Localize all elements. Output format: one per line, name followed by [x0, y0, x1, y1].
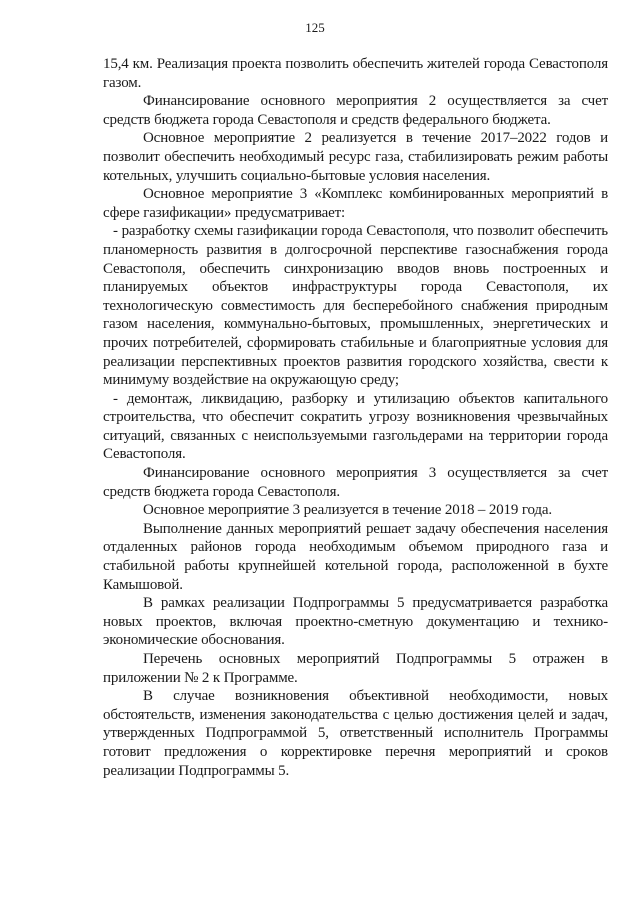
document-body: [103, 55, 608, 780]
paragraph: Основное мероприятие 3 «Комплекс комбинированных мероприятий в сфере газификации» предусматривает:: [103, 186, 608, 221]
paragraph: Основное мероприятие 3 реализуется в течение 2018 – 2019 года.: [143, 502, 552, 519]
paragraph: Выполнение данных мероприятий решает задачу обеспечения населения отдаленных районов города необходимым объемом природного газа и стабильной работы крупнейшей котельной города, расположенной в бухте Камышовой.: [103, 520, 608, 593]
paragraph: Перечень основных мероприятий Подпрограммы 5 отражен в приложении № 2 к Программе.: [103, 651, 608, 686]
page-number: 125: [305, 20, 325, 35]
paragraph: Финансирование основного мероприятия 3 осуществляется за счет средств бюджета города Севастополя.: [103, 465, 608, 500]
paragraph: В случае возникновения объективной необходимости, новых обстоятельств, изменения законодательства с целью достижения целей и задач, утвержденных Подпрограммой 5, ответственный исполнитель Программы готовит предложения о корректировке перечня мероприятий и сроков реализации Подпрограммы 5.: [103, 688, 608, 779]
paragraph: Основное мероприятие 2 реализуется в течение 2017–2022 годов и позволит обеспечить необходимый ресурс газа, стабилизировать режим работы котельных, улучшить социально-бытовые условия населения.: [103, 130, 608, 184]
paragraph: В рамках реализации Подпрограммы 5 предусматривается разработка новых проектов, включая проектно-сметную документацию и технико-экономические обоснования.: [103, 595, 608, 649]
paragraph: 15,4 км. Реализация проекта позволить обеспечить жителей города Севастополя газом.: [103, 56, 608, 91]
list-item: - демонтаж, ликвидацию, разборку и утилизацию объектов капитального строительства, что обеспечит сократить угрозу возникновения чрезвычайных ситуаций, связанных с неиспользуемыми газгольдерами на территории города Севастополя.: [103, 390, 608, 463]
paragraph: Финансирование основного мероприятия 2 осуществляется за счет средств бюджета города Севастополя и средств федерального бюджета.: [103, 93, 608, 128]
list-item: - разработку схемы газификации города Севастополя, что позволит обеспечить планомерность развития в долгосрочной перспективе газоснабжения города Севастополя, обеспечить синхронизацию вводов вновь построенных и планируемых объектов инфраструктуры города Севастополя, их технологическую совместимость для бесперебойного снабжения природным газом населения, коммунально-бытовых, промышленных, энергетических и прочих потребителей, сформировать стабильные и благоприятные условия для реализации перспективных проектов развития городского хозяйства, свести к минимуму воздействие на окружающую среду;: [103, 223, 608, 389]
